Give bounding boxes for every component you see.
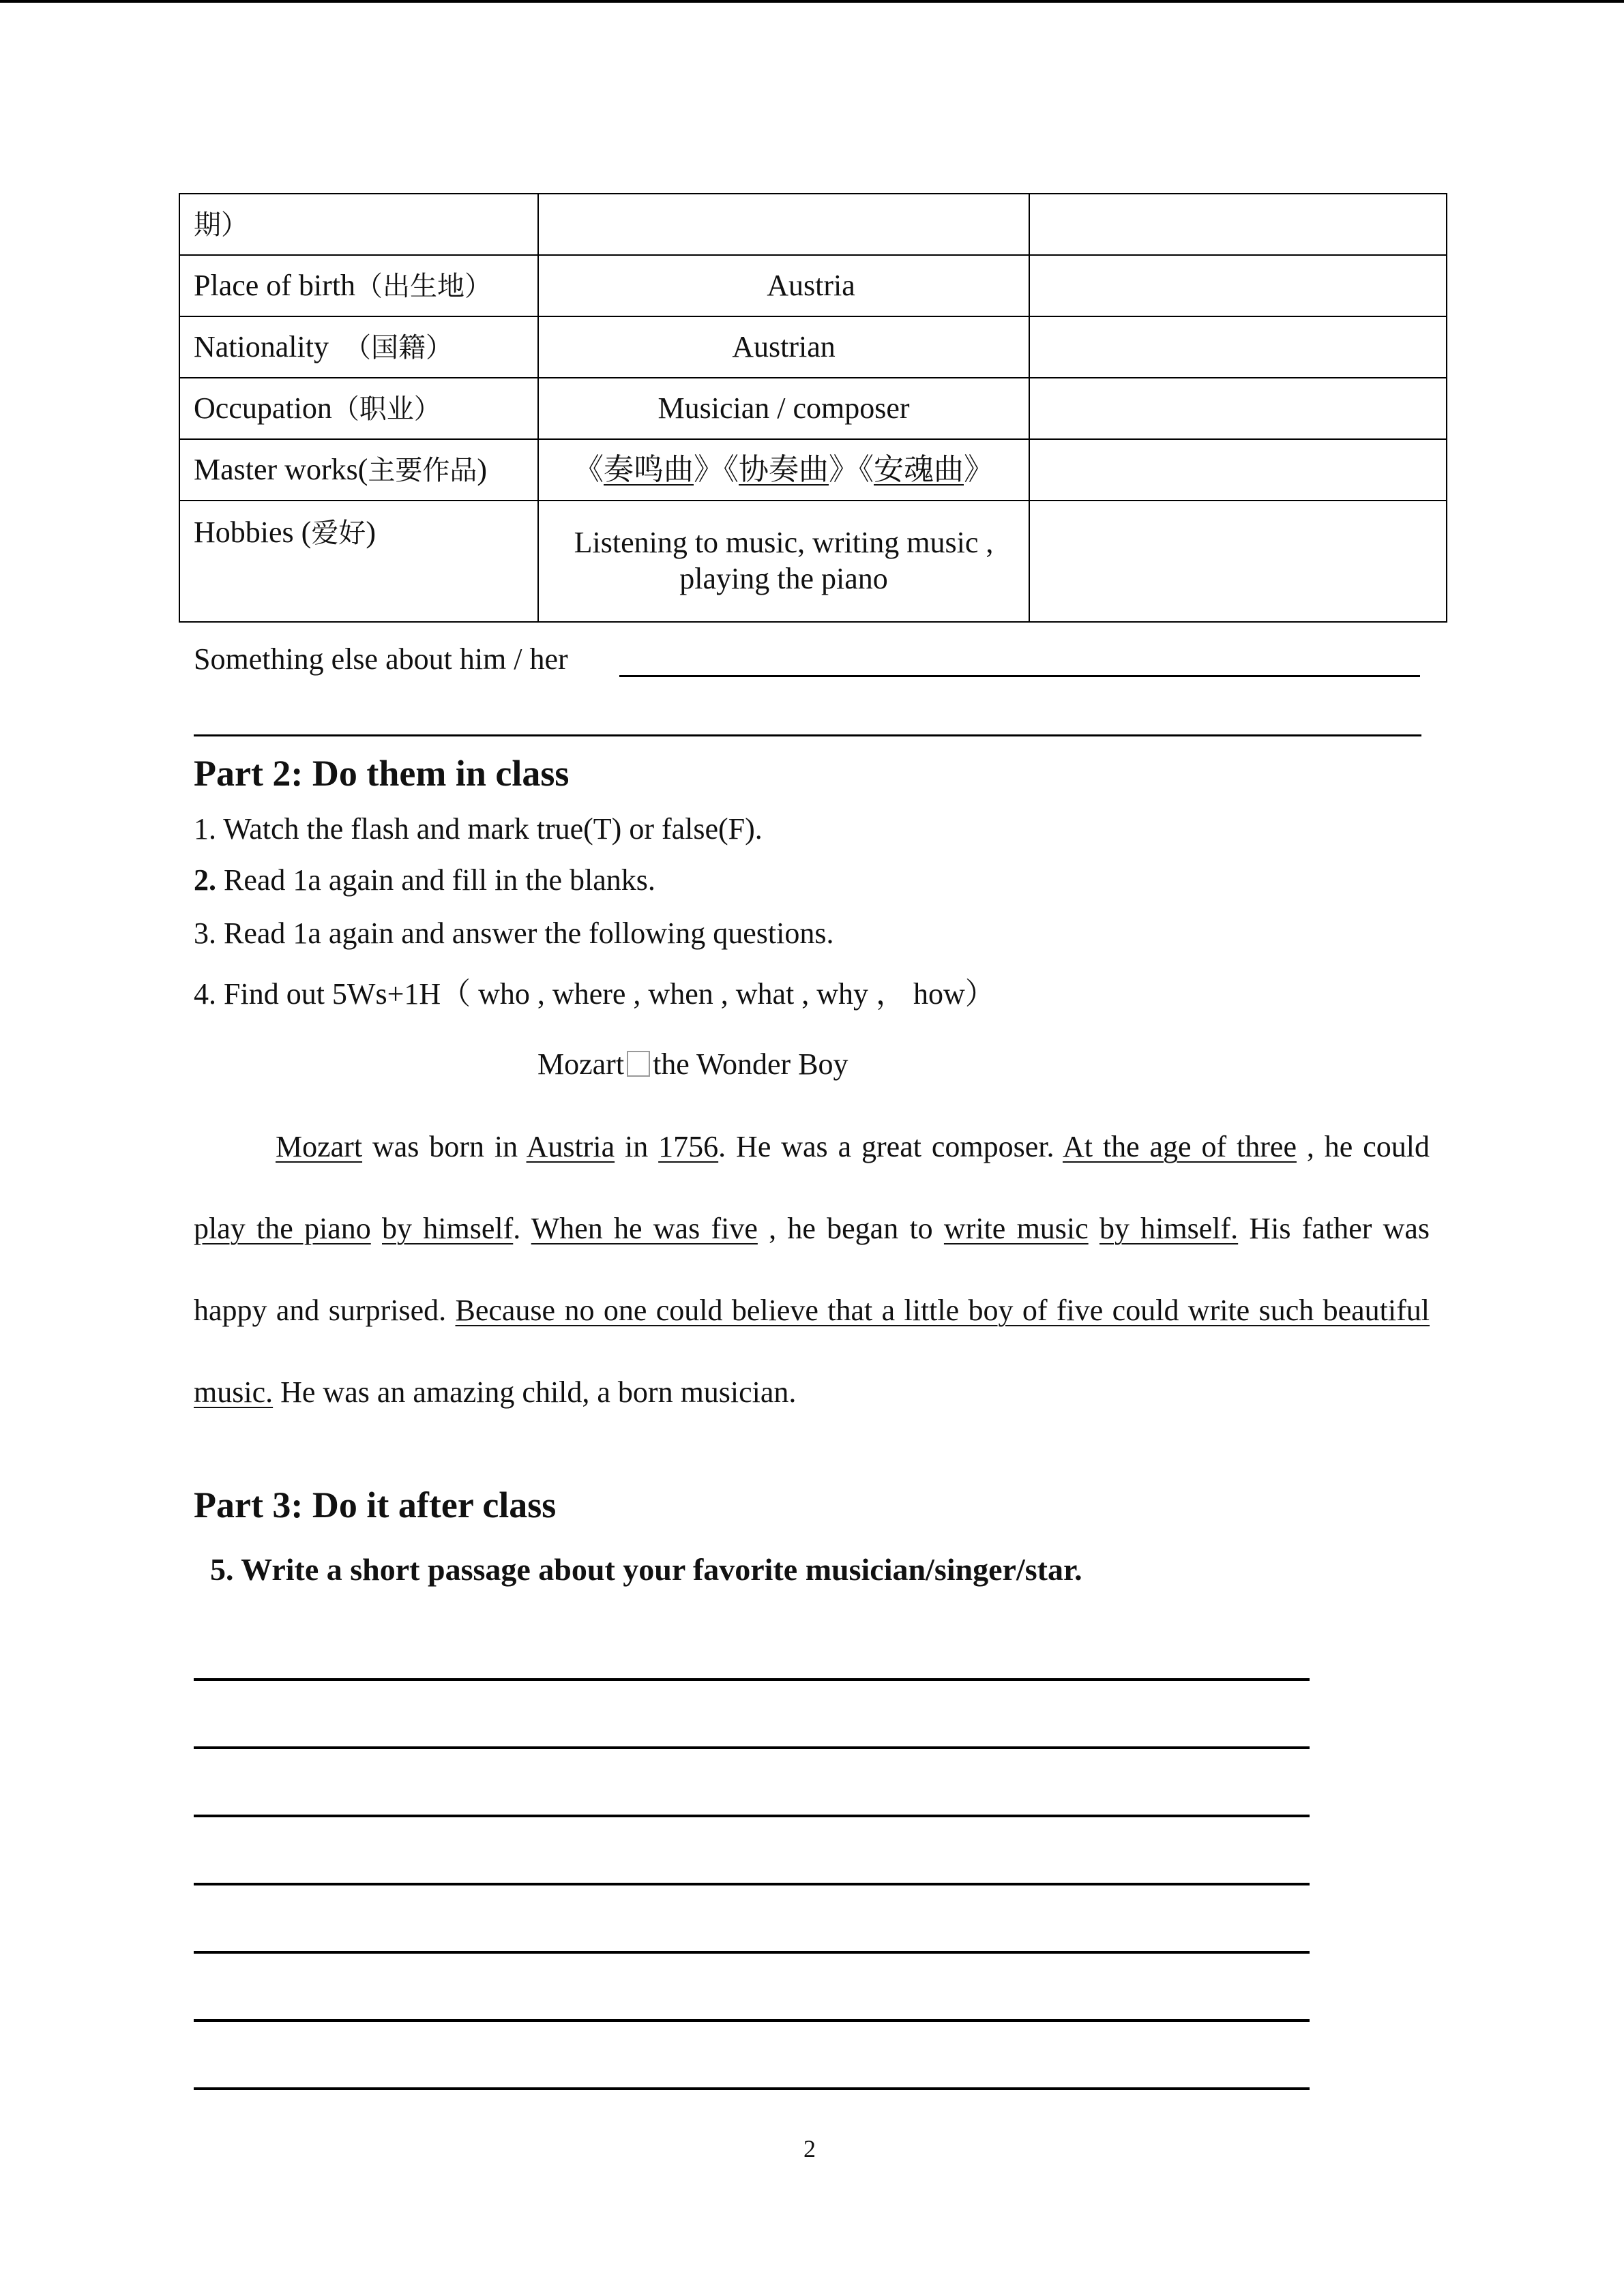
row-label: Occupation（职业） — [179, 378, 538, 439]
table-row — [179, 194, 1447, 255]
answer-line[interactable] — [619, 675, 1420, 677]
page-number: 2 — [803, 2135, 816, 2162]
task-item: 2. Read 1a again and fill in the blanks. — [194, 863, 655, 897]
writing-line[interactable] — [194, 1746, 1310, 1749]
row-value[interactable]: Austria — [538, 255, 1029, 316]
work-title: 协奏曲 — [739, 452, 829, 486]
row-label: Place of birth（出生地） — [179, 255, 538, 316]
row-extra[interactable] — [1029, 316, 1447, 378]
row-extra[interactable] — [1029, 378, 1447, 439]
table-row — [179, 378, 1447, 439]
writing-line[interactable] — [194, 1883, 1310, 1885]
row-value[interactable] — [538, 194, 1029, 255]
row-extra[interactable] — [1029, 194, 1447, 255]
row-label: Nationality （国籍） — [179, 316, 538, 378]
row-extra[interactable] — [1029, 439, 1447, 501]
work-title: 奏鸣曲 — [604, 452, 694, 486]
part2-heading: Part 2: Do them in class — [194, 753, 570, 794]
something-else-label: Something else about him / her — [194, 642, 568, 676]
row-value[interactable]: Austrian — [538, 316, 1029, 378]
task-item: 4. Find out 5Ws+1H（ who , where , when , what , why ， how） — [194, 977, 995, 1011]
writing-line[interactable] — [194, 1815, 1310, 1817]
missing-glyph-box — [627, 1051, 650, 1077]
writing-task: 5. Write a short passage about your favorite musician/singer/star. — [210, 1552, 1082, 1587]
row-extra[interactable] — [1029, 501, 1447, 622]
row-value[interactable]: 《奏鸣曲》《协奏曲》《安魂曲》 — [538, 439, 1029, 501]
table-row — [179, 439, 1447, 501]
row-value[interactable]: Musician / composer — [538, 378, 1029, 439]
task-item: 3. Read 1a again and answer the following questions. — [194, 916, 834, 950]
row-label: Master works(主要作品) — [179, 439, 538, 501]
answer-line[interactable] — [194, 734, 1421, 736]
task-item: 1. Watch the flash and mark true(T) or false(F). — [194, 812, 763, 846]
table-row — [179, 501, 1447, 622]
writing-line[interactable] — [194, 2087, 1310, 2090]
table-row — [179, 255, 1447, 316]
writing-line[interactable] — [194, 2019, 1310, 2022]
part3-heading: Part 3: Do it after class — [194, 1485, 557, 1525]
page-top-border — [0, 0, 1624, 3]
info-table — [179, 193, 1447, 623]
row-label: 期） — [179, 194, 538, 255]
passage: Mozart was born in Austria in 1756. He was a great composer. At the age of three , he could play the piano by himself. When he was five , he began to write music by himself. His father was happy and surprised. Because no one could believe that a little boy of five could write such beautiful music. He was an amazing child, a born musician. — [194, 1130, 1430, 1409]
writing-line[interactable] — [194, 1678, 1310, 1681]
row-value[interactable]: Listening to music, writing music , playing the piano — [538, 501, 1029, 622]
writing-line[interactable] — [194, 1951, 1310, 1954]
row-extra[interactable] — [1029, 255, 1447, 316]
work-title: 安魂曲 — [874, 452, 964, 486]
table-row — [179, 316, 1447, 378]
passage-title: Mozart the Wonder Boy — [537, 1047, 848, 1081]
row-label: Hobbies (爱好) — [179, 501, 538, 622]
